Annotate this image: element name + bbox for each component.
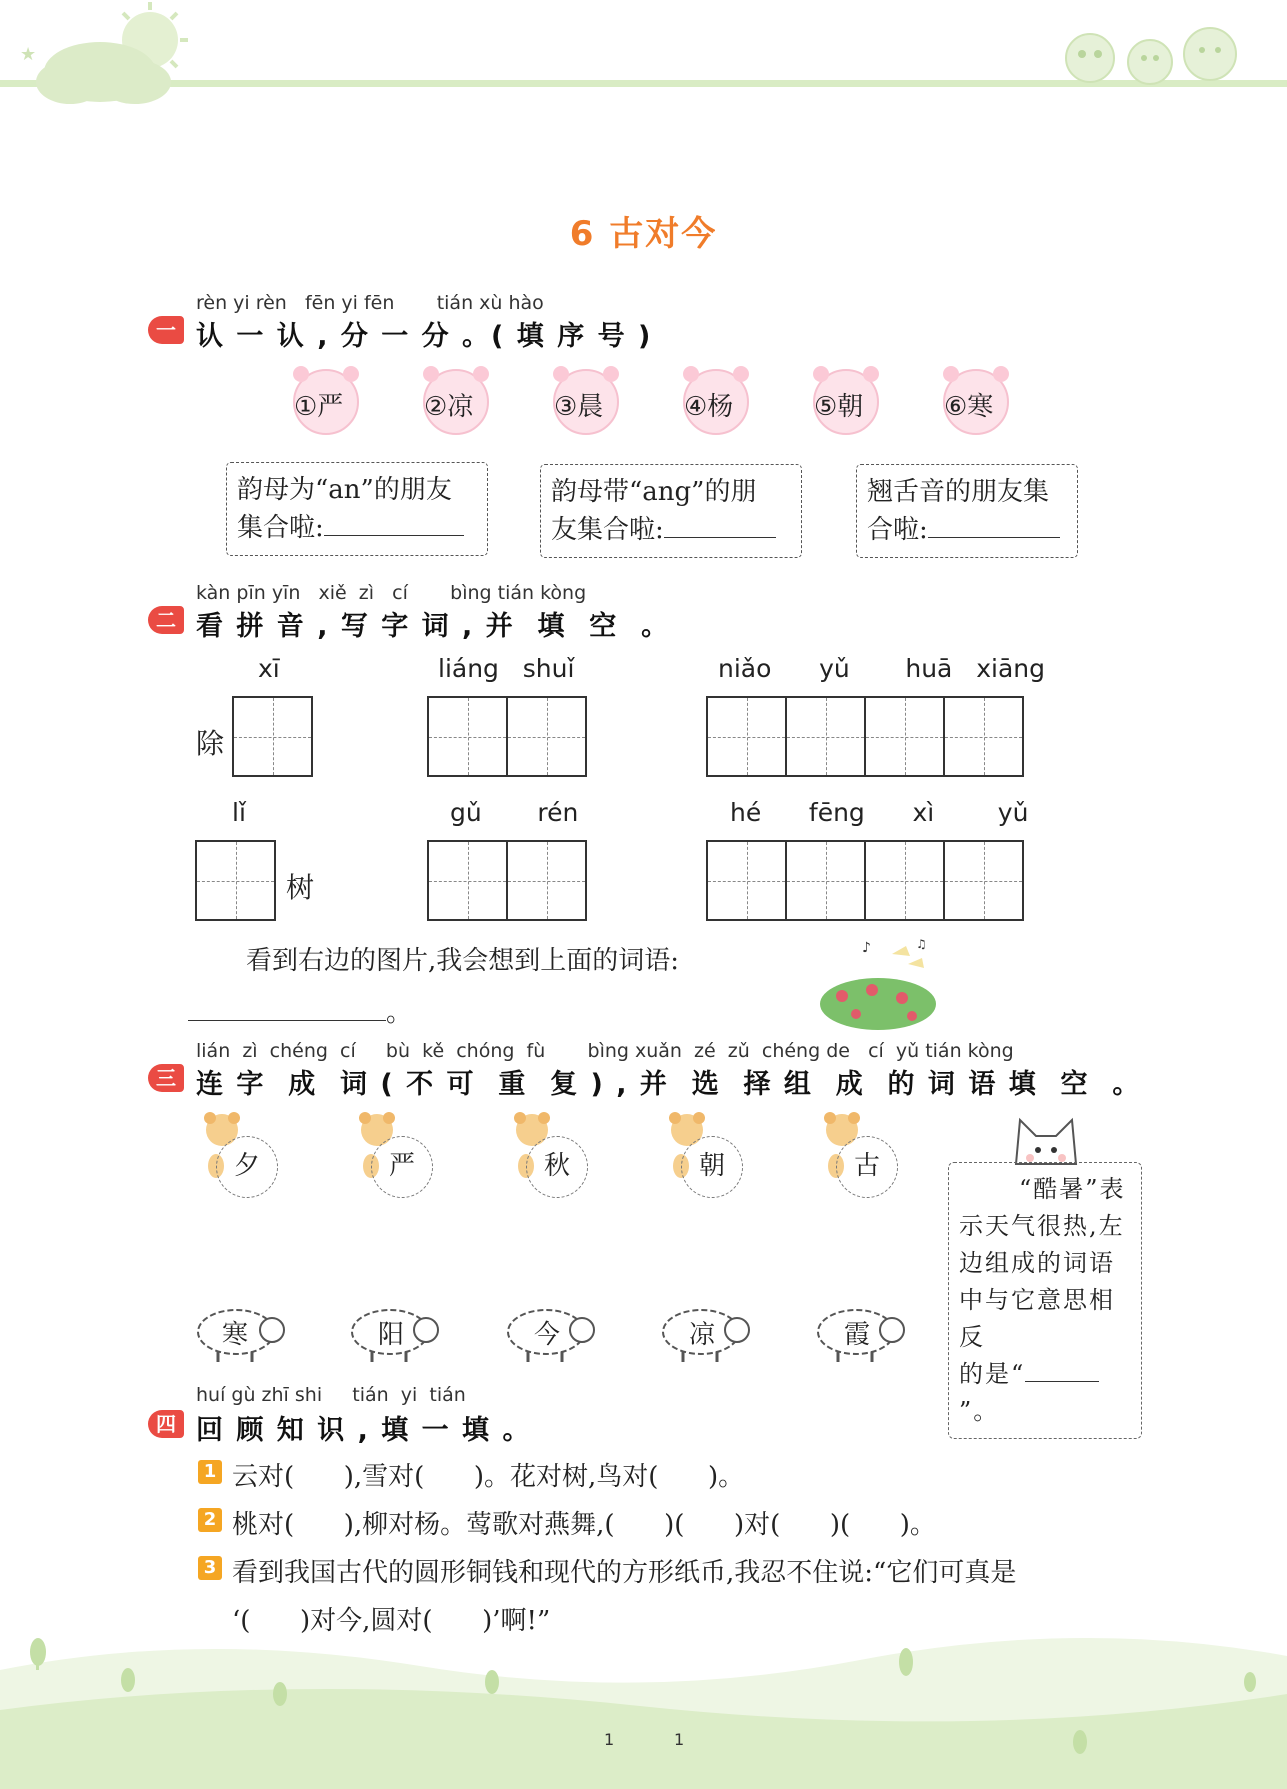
section2-badge: 二 xyxy=(148,606,184,634)
writing-cell[interactable] xyxy=(427,840,508,921)
pig-card xyxy=(416,362,496,440)
given-char: 树 xyxy=(286,871,315,904)
animals-decoration xyxy=(1050,10,1250,90)
writing-cell[interactable] xyxy=(195,840,276,921)
group-box-line2: 友集合啦: xyxy=(551,515,664,545)
section4-heading: 回 顾 知 识 , 填 一 填 。 xyxy=(196,1415,532,1446)
question-text-continued: ‘( )对今,圆对( )’啊!” xyxy=(232,1606,551,1636)
picture-prompt: 看到右边的图片,我会想到上面的词语: xyxy=(246,946,680,976)
writing-cell[interactable] xyxy=(943,696,1024,777)
bear-char[interactable]: 秋 xyxy=(526,1136,588,1198)
answer-blank[interactable] xyxy=(188,996,386,1021)
pinyin-label: liáng shuǐ xyxy=(438,654,575,683)
writing-cell[interactable] xyxy=(506,696,587,777)
writing-cell[interactable] xyxy=(232,696,313,777)
sheep-char[interactable]: 凉 xyxy=(689,1320,716,1350)
sheep-char[interactable]: 寒 xyxy=(222,1320,249,1350)
sheep-char[interactable]: 今 xyxy=(534,1320,561,1350)
hint-note xyxy=(948,1162,1142,1439)
group-box-line2: 合啦: xyxy=(867,515,928,545)
bear-char[interactable]: 夕 xyxy=(216,1136,278,1198)
group-box-ang xyxy=(540,464,802,558)
pig-label: ①严 xyxy=(294,392,344,422)
bear-char[interactable]: 朝 xyxy=(681,1136,743,1198)
grass-hills-decoration xyxy=(0,1630,1287,1789)
answer-blank[interactable] xyxy=(1025,1357,1099,1382)
group-box-line1: 翘舌音的朋友集 xyxy=(867,477,1050,507)
pig-card xyxy=(806,362,886,440)
writing-grid[interactable] xyxy=(706,840,1024,921)
question-number: 1 xyxy=(198,1460,222,1484)
note-line: 中与它意思相反 xyxy=(959,1286,1115,1351)
answer-blank[interactable] xyxy=(664,513,776,538)
note-line: 边组成的词语 xyxy=(959,1249,1115,1277)
writing-cell[interactable] xyxy=(864,696,945,777)
question-number: 2 xyxy=(198,1508,222,1532)
cloud-sun-decoration xyxy=(0,0,220,110)
end-mark: 。 xyxy=(386,998,413,1028)
writing-grid[interactable] xyxy=(427,840,587,921)
pinyin-label: hé fēng xì yǔ xyxy=(730,798,1029,827)
pig-card xyxy=(936,362,1016,440)
note-line: ”。 xyxy=(959,1397,1000,1425)
bear-char[interactable]: 古 xyxy=(836,1136,898,1198)
pinyin-label: lǐ xyxy=(232,798,246,827)
writing-cell[interactable] xyxy=(785,840,866,921)
writing-cell[interactable] xyxy=(943,840,1024,921)
note-line: 的是“ xyxy=(959,1360,1026,1388)
pig-card xyxy=(676,362,756,440)
pig-card xyxy=(546,362,626,440)
writing-grid[interactable] xyxy=(232,696,313,777)
pig-label: ③晨 xyxy=(554,392,604,422)
pig-label: ④杨 xyxy=(684,392,734,422)
question-text: 看到我国古代的圆形铜钱和现代的方形纸币,我忍不住说:“它们可真是 xyxy=(232,1558,1017,1588)
picture-answer xyxy=(188,992,412,1029)
group-box-line2: 集合啦: xyxy=(237,513,324,543)
garden-birds-picture xyxy=(812,934,942,1030)
group-box-line1: 韵母带“ang”的朋 xyxy=(551,477,757,507)
section4-pinyin: huí gù zhī shi tián yi tián xyxy=(196,1384,466,1406)
writing-grid[interactable] xyxy=(427,696,587,777)
section2-heading: 看 拼 音 , 写 字 词 , 并 填 空 。 xyxy=(196,611,671,642)
sheep-char[interactable]: 霞 xyxy=(844,1320,871,1350)
writing-cell[interactable] xyxy=(706,840,787,921)
bear-char[interactable]: 严 xyxy=(371,1136,433,1198)
writing-cell[interactable] xyxy=(785,696,866,777)
page-number-left: 1 xyxy=(604,1730,615,1749)
pinyin-label: niǎo yǔ huā xiāng xyxy=(718,654,1045,683)
section3-heading: 连 字 成 词 ( 不 可 重 复 ) , 并 选 择 组 成 的 词 语 填 空 。 xyxy=(196,1069,1142,1100)
answer-blank[interactable] xyxy=(324,511,464,536)
writing-grid[interactable] xyxy=(195,840,276,921)
question-text: 云对( ),雪对( )。花对树,鸟对( )。 xyxy=(232,1462,745,1492)
question-text: 桃对( ),柳对杨。莺歌对燕舞,( )( )对( )( )。 xyxy=(232,1510,936,1540)
writing-cell[interactable] xyxy=(506,840,587,921)
group-box-line1: 韵母为“an”的朋友 xyxy=(237,475,452,505)
pig-label: ⑤朝 xyxy=(814,392,864,422)
writing-cell[interactable] xyxy=(706,696,787,777)
pig-label: ⑥寒 xyxy=(944,392,994,422)
section1-pinyin: rèn yi rèn fēn yi fēn tián xù hào xyxy=(196,292,544,314)
pig-row xyxy=(286,362,1046,452)
sheep-char[interactable]: 阳 xyxy=(378,1320,405,1350)
section2-pinyin: kàn pīn yīn xiě zì cí bìng tián kòng xyxy=(196,582,587,604)
page-number-right: 1 xyxy=(674,1730,685,1749)
note-line: 示天气很热,左 xyxy=(959,1212,1125,1240)
answer-blank[interactable] xyxy=(928,513,1060,538)
given-char: 除 xyxy=(196,727,225,760)
section1-badge: 一 xyxy=(148,316,184,344)
svg-text:★: ★ xyxy=(20,44,37,65)
section3-pinyin: lián zì chéng cí bù kě chóng fù bìng xuǎn zé zǔ chéng de cí yǔ tián kòng xyxy=(196,1040,1014,1062)
group-box-an xyxy=(226,462,488,556)
writing-cell[interactable] xyxy=(864,840,945,921)
svg-text:♫: ♫ xyxy=(916,937,927,951)
pig-label: ②凉 xyxy=(424,392,474,422)
writing-cell[interactable] xyxy=(427,696,508,777)
question-number: 3 xyxy=(198,1556,222,1580)
pinyin-label: gǔ rén xyxy=(450,798,579,827)
pig-card xyxy=(286,362,366,440)
section3-badge: 三 xyxy=(148,1064,184,1092)
section4-badge: 四 xyxy=(148,1410,184,1438)
note-line: “酷暑”表 xyxy=(1019,1175,1126,1203)
writing-grid[interactable] xyxy=(706,696,1024,777)
page-title: 6 古对今 xyxy=(569,214,718,254)
pinyin-label: xī xyxy=(258,654,280,683)
section1-heading: 认 一 认 , 分 一 分 。( 填 序 号 ) xyxy=(196,321,653,352)
svg-text:♪: ♪ xyxy=(862,940,871,956)
group-box-retroflex xyxy=(856,464,1078,558)
